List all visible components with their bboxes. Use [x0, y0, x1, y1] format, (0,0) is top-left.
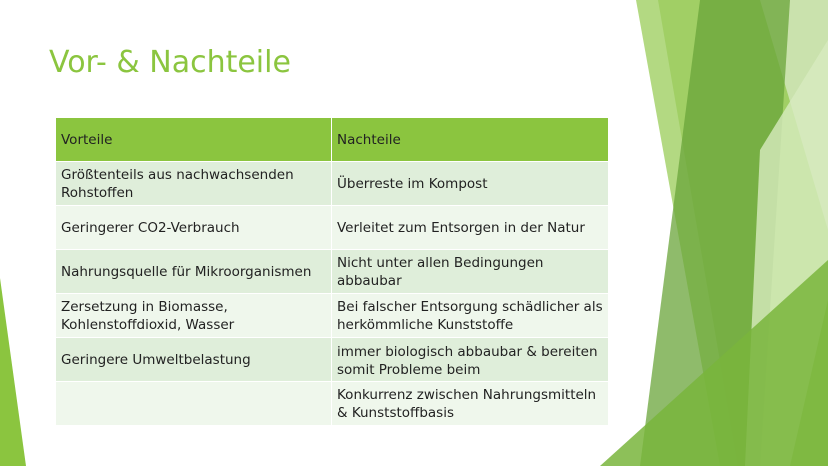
- table-row: [56, 294, 609, 338]
- pros-cons-table: [55, 117, 608, 426]
- header-pros: Vorteile: [56, 118, 332, 162]
- pro-cell: Zersetzung in Biomasse, Kohlenstoffdioxid, Wasser: [56, 294, 332, 338]
- pro-cell: Nahrungsquelle für Mikroorganismen: [56, 250, 332, 294]
- con-cell-text: immer biologisch abbaubar & bereiten somit Probleme beim: [337, 344, 598, 378]
- table-row: [56, 250, 609, 294]
- con-cell: Verleitet zum Entsorgen in der Natur: [332, 206, 609, 250]
- table-row: [56, 206, 609, 250]
- con-cell: Konkurrenz zwischen Nahrungsmitteln & Kunststoffbasis: [332, 382, 609, 426]
- con-cell-overflow: [332, 338, 609, 382]
- pro-cell: Geringere Umweltbelastung: [56, 338, 332, 382]
- table-row: [56, 382, 609, 426]
- con-cell: Bei falscher Entsorgung schädlicher als herkömmliche Kunststoffe: [332, 294, 609, 338]
- table-header-row: [56, 118, 609, 162]
- pro-cell: Geringerer CO2-Verbrauch: [56, 206, 332, 250]
- con-cell: Nicht unter allen Bedingungen abbaubar: [332, 250, 609, 294]
- table-row: [56, 338, 609, 382]
- slide-title: Vor- & Nachteile: [49, 45, 291, 80]
- con-cell: Überreste im Kompost: [332, 162, 609, 206]
- pro-cell: [56, 382, 332, 426]
- pro-cell: Größtenteils aus nachwachsenden Rohstoffen: [56, 162, 332, 206]
- header-cons: Nachteile: [332, 118, 609, 162]
- table-row: [56, 162, 609, 206]
- left-green-sliver: [0, 278, 26, 466]
